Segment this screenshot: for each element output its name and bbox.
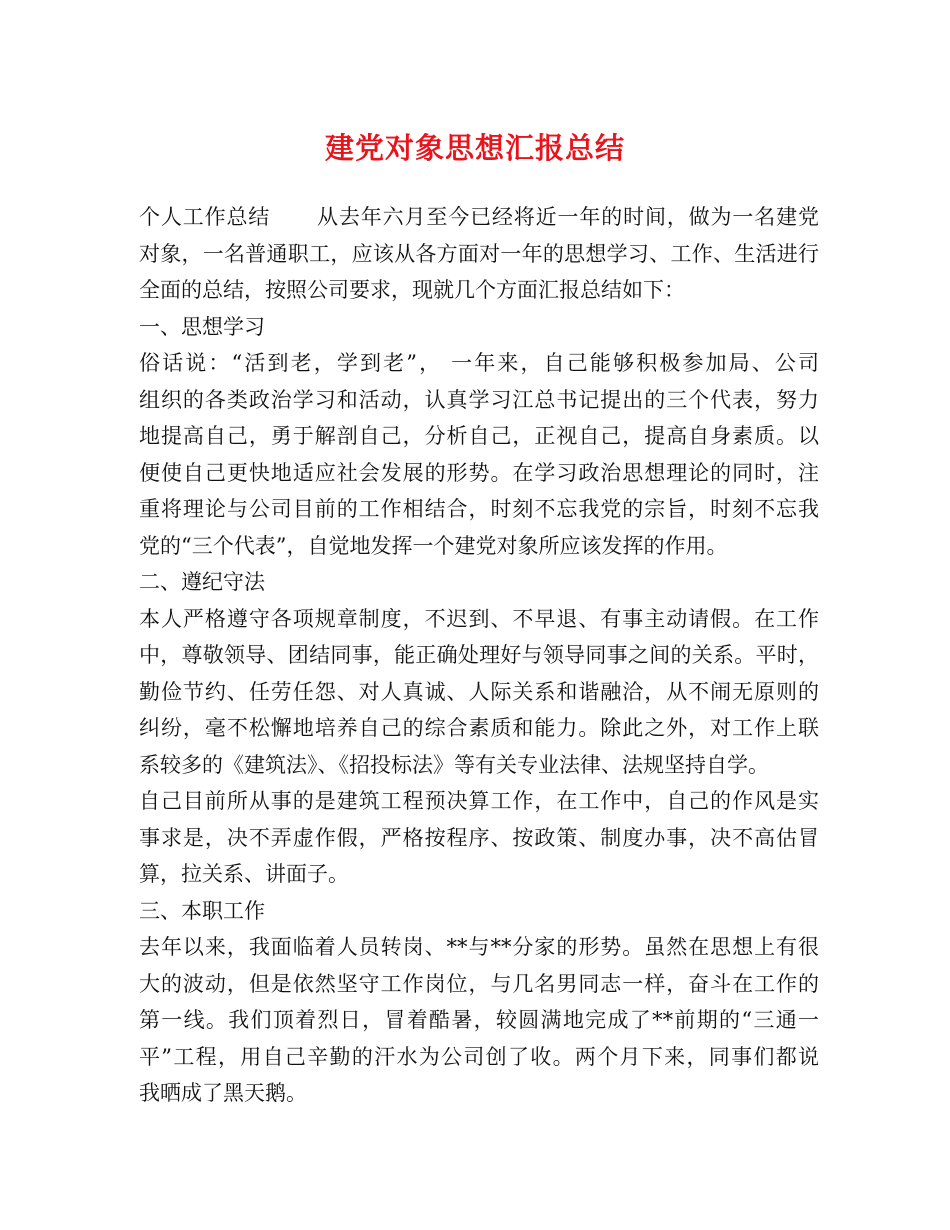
text-line	[139, 820, 819, 857]
text-line-content: 从去年六月至今已经将近一年的时间，做为一名建党	[316, 205, 819, 229]
text-line	[139, 309, 819, 346]
text-line-content: 组织的各类政治学习和活动，认真学习江总书记提出的三个代表，努力	[139, 387, 819, 412]
text-line-content: 俗话说：“活到老，学到老”， 一年来，自己能够积极参加局、公司	[139, 351, 819, 375]
text-line-content: 自己目前所从事的是建筑工程预决算工作，在工作中，自己的作风是实	[139, 789, 819, 813]
text-line-content: 地提高自己，勇于解剖自己，分析自己，正视自己，提高自身素质。以	[139, 424, 819, 448]
text-line	[139, 856, 819, 893]
text-line	[139, 455, 819, 492]
text-line	[139, 674, 819, 711]
text-line	[139, 418, 819, 455]
text-line	[139, 236, 819, 273]
text-line-content: 事求是，决不弄虚作假，严格按程序、按政策、制度办事，决不高估冒	[139, 825, 819, 850]
text-line-content: 平”工程，用自己辛勤的汗水为公司创了收。两个月下来，同事们都说	[139, 1044, 819, 1069]
text-line-content: 全面的总结，按照公司要求，现就几个方面汇报总结如下：	[139, 278, 685, 302]
text-line-content: 我晒成了黑天鹅。	[139, 1081, 307, 1105]
text-line-content: 三、本职工作	[139, 898, 265, 923]
text-line	[139, 637, 819, 674]
text-line	[139, 199, 819, 236]
text-line-content: 大的波动，但是依然坚守工作岗位，与几名男同志一样，奋斗在工作的	[139, 971, 819, 996]
text-line	[139, 528, 819, 565]
text-line-content: 对象，一名普通职工，应该从各方面对一年的思想学习、工作、生活进行	[139, 241, 819, 266]
text-line	[139, 564, 819, 601]
text-line	[139, 1075, 819, 1112]
text-line	[139, 966, 819, 1003]
text-line-content: 纠纷，毫不松懈地培养自己的综合素质和能力。除此之外，对工作上联	[139, 716, 819, 740]
text-line	[139, 345, 819, 382]
text-line	[139, 710, 819, 747]
text-line	[139, 272, 819, 309]
text-line	[139, 893, 819, 930]
text-line-content: 算，拉关系、讲面子。	[139, 862, 349, 886]
text-line	[139, 382, 819, 419]
text-line-content: 一、思想学习	[139, 314, 265, 339]
text-line	[139, 1002, 819, 1039]
text-line-content: 二、遵纪守法	[139, 570, 265, 594]
text-line	[139, 601, 819, 638]
text-line-content: 便使自己更快地适应社会发展的形势。在学习政治思想理论的同时，注	[139, 460, 819, 485]
text-line	[139, 491, 819, 528]
text-line-content: 去年以来，我面临着人员转岗、**与**分家的形势。虽然在思想上有很	[139, 935, 819, 959]
text-line	[139, 929, 819, 966]
text-line-content: 个人工作总结	[139, 205, 271, 229]
text-line	[139, 783, 819, 820]
text-line-content: 系较多的《建筑法》、《招投标法》等有关专业法律、法规坚持自学。	[139, 752, 769, 777]
text-line	[139, 1039, 819, 1076]
text-line-content: 重将理论与公司目前的工作相结合，时刻不忘我党的宗旨，时刻不忘我	[139, 497, 819, 521]
text-line-content: 本人严格遵守各项规章制度，不迟到、不早退、有事主动请假。在工作	[139, 606, 819, 631]
text-line-content: 勤俭节约、任劳任怨、对人真诚、人际关系和谐融洽，从不闹无原则的	[139, 679, 819, 704]
text-line-content: 党的“三个代表”，自觉地发挥一个建党对象所应该发挥的作用。	[139, 533, 728, 558]
text-line	[139, 747, 819, 784]
text-line-content: 第一线。我们顶着烈日，冒着酷暑，较圆满地完成了**前期的“三通一	[139, 1008, 819, 1032]
text-line-content: 中，尊敬领导、团结同事，能正确处理好与领导同事之间的关系。平时，	[139, 643, 819, 667]
document-body	[139, 199, 819, 1112]
document-title: 建党对象思想汇报总结	[324, 131, 625, 165]
